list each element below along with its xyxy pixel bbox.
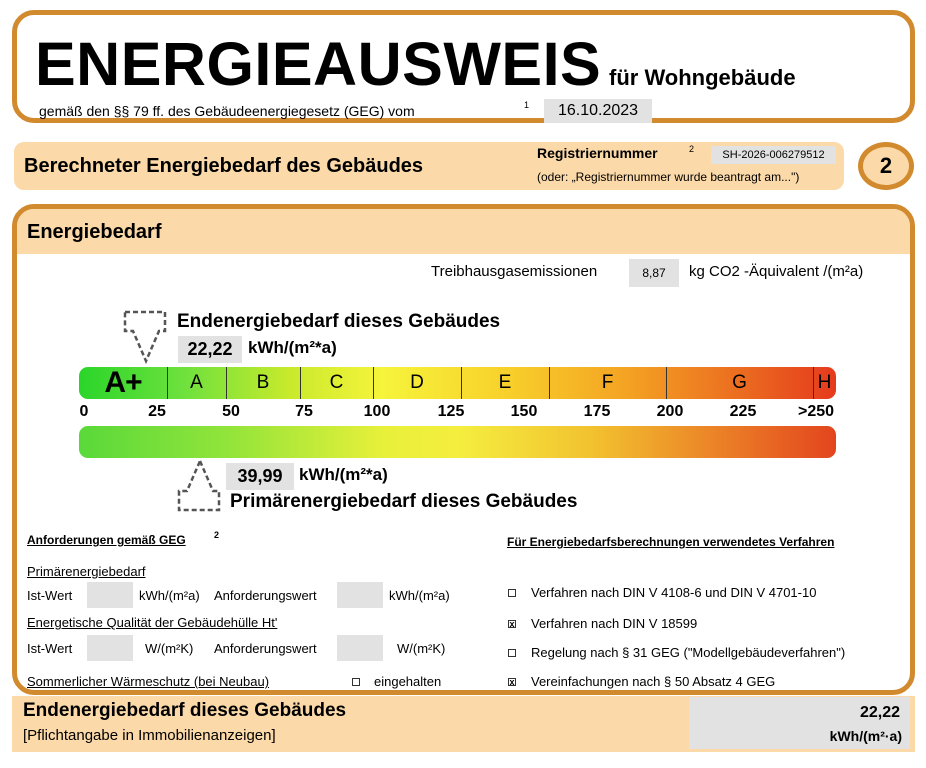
footer-unit: kWh/(m²·a) xyxy=(829,728,902,744)
envelope-actual-field[interactable] xyxy=(87,635,133,661)
ghg-unit: kg CO2 -Äquivalent /(m²a) xyxy=(689,263,864,280)
energy-class-scale xyxy=(79,367,836,399)
primary-required-label: Anforderungswert xyxy=(214,588,317,603)
procedure-checkbox-simplifications[interactable]: x xyxy=(509,677,515,687)
scale-tick: 75 xyxy=(295,403,313,420)
footnote-marker: 1 xyxy=(524,100,530,110)
envelope-actual-unit: W/(m²K) xyxy=(145,641,194,656)
procedure-label-model-building: Regelung nach § 31 GEG ("Modellgebäudeverfahren") xyxy=(531,645,846,660)
procedure-label-din4108: Verfahren nach DIN V 4108-6 und DIN V 4701-10 xyxy=(531,585,817,600)
class-label-d: D xyxy=(410,372,424,393)
registration-label: Registriernummer xyxy=(537,145,658,161)
scale-tick: 225 xyxy=(729,403,757,420)
footer-note: [Pflichtangabe in Immobilienanzeigen] xyxy=(23,727,276,744)
class-label-c: C xyxy=(329,372,344,393)
procedure-label-din18599: Verfahren nach DIN V 18599 xyxy=(531,616,698,631)
scale-tick: 150 xyxy=(510,403,538,420)
document-title: ENERGIEAUSWEIS xyxy=(35,30,602,98)
primary-actual-field[interactable] xyxy=(87,582,133,608)
end-energy-unit: kWh/(m²*a) xyxy=(248,338,337,357)
procedure-checkbox-model-building[interactable] xyxy=(508,649,516,657)
scale-tick: 125 xyxy=(437,403,465,420)
envelope-quality-label: Energetische Qualität der Gebäudehülle Ht' xyxy=(27,615,278,630)
document-subtitle: für Wohngebäude xyxy=(609,65,796,90)
scale-tick: 0 xyxy=(79,403,89,420)
header-frame xyxy=(12,10,915,123)
primary-energy-title: Primärenergiebedarf dieses Gebäudes xyxy=(230,491,578,512)
class-label-f: F xyxy=(601,372,614,393)
class-label-b: B xyxy=(256,372,270,393)
energy-demand-panel xyxy=(12,204,915,695)
section-banner xyxy=(14,142,844,190)
scale-tick: >250 xyxy=(797,403,835,420)
requirements-heading: Anforderungen gemäß GEG xyxy=(27,533,186,547)
envelope-required-label: Anforderungswert xyxy=(214,641,317,656)
end-energy-arrow-icon xyxy=(119,309,173,365)
procedures-heading: Für Energiebedarfsberechnungen verwendetes Verfahren xyxy=(507,535,835,549)
registration-note: (oder: „Registriernummer wurde beantragt am...") xyxy=(537,170,800,184)
primary-actual-label: Ist-Wert xyxy=(27,588,73,603)
scale-tick: 25 xyxy=(148,403,166,420)
class-label-g: G xyxy=(732,372,747,393)
primary-energy-arrow-icon xyxy=(173,458,227,514)
primary-required-unit: kWh/(m²a) xyxy=(389,588,450,603)
class-label-h: H xyxy=(817,372,832,393)
end-energy-value-field[interactable]: 22,22 xyxy=(178,336,242,363)
page-number-badge: 2 xyxy=(858,142,914,190)
class-label-a-plus: A+ xyxy=(104,366,142,399)
scale-tick: 200 xyxy=(656,403,684,420)
ghg-value-field[interactable]: 8,87 xyxy=(629,259,679,287)
scale-tick: 175 xyxy=(583,403,611,420)
banner-title: Berechneter Energiebedarf des Gebäudes xyxy=(24,155,424,177)
footer-title: Endenergiebedarf dieses Gebäudes xyxy=(23,700,347,721)
class-label-e: E xyxy=(498,372,512,393)
class-label-a: A xyxy=(190,372,203,393)
legal-reference: gemäß den §§ 79 ff. des Gebäudeenergiegesetz (GEG) vom xyxy=(39,103,415,119)
envelope-actual-label: Ist-Wert xyxy=(27,641,73,656)
footer-value: 22,22 xyxy=(859,704,900,721)
procedure-checkbox-din18599[interactable]: x xyxy=(509,619,515,629)
summer-protection-checkbox[interactable] xyxy=(352,678,360,686)
issue-date-field[interactable]: 16.10.2023 xyxy=(544,99,652,123)
ghg-label: Treibhausgasemissionen xyxy=(431,263,598,280)
footer-summary xyxy=(12,696,915,752)
envelope-required-unit: W/(m²K) xyxy=(397,641,446,656)
summer-protection-check-label: eingehalten xyxy=(374,674,442,689)
registration-footnote: 2 xyxy=(689,144,695,154)
panel-title: Energiebedarf xyxy=(27,221,162,243)
primary-energy-unit: kWh/(m²*a) xyxy=(299,465,388,484)
procedure-checkbox-din4108[interactable] xyxy=(508,589,516,597)
scale-tick: 50 xyxy=(222,403,240,420)
summer-protection-label: Sommerlicher Wärmeschutz (bei Neubau) xyxy=(27,674,270,689)
procedure-label-simplifications: Vereinfachungen nach § 50 Absatz 4 GEG xyxy=(531,674,776,689)
primary-actual-unit: kWh/(m²a) xyxy=(139,588,200,603)
primary-energy-scale xyxy=(79,426,836,458)
primary-requirement-label: Primärenergiebedarf xyxy=(27,564,146,579)
scale-tick: 100 xyxy=(363,403,391,420)
end-energy-title: Endenergiebedarf dieses Gebäudes xyxy=(177,311,501,332)
panel-header xyxy=(17,209,910,254)
registration-number-field[interactable]: SH-2026-006279512 xyxy=(711,146,836,164)
primary-required-field[interactable] xyxy=(337,582,383,608)
primary-energy-value-field[interactable]: 39,99 xyxy=(226,463,294,490)
envelope-required-field[interactable] xyxy=(337,635,383,661)
requirements-footnote: 2 xyxy=(214,530,220,540)
footer-value-field[interactable] xyxy=(689,697,910,749)
